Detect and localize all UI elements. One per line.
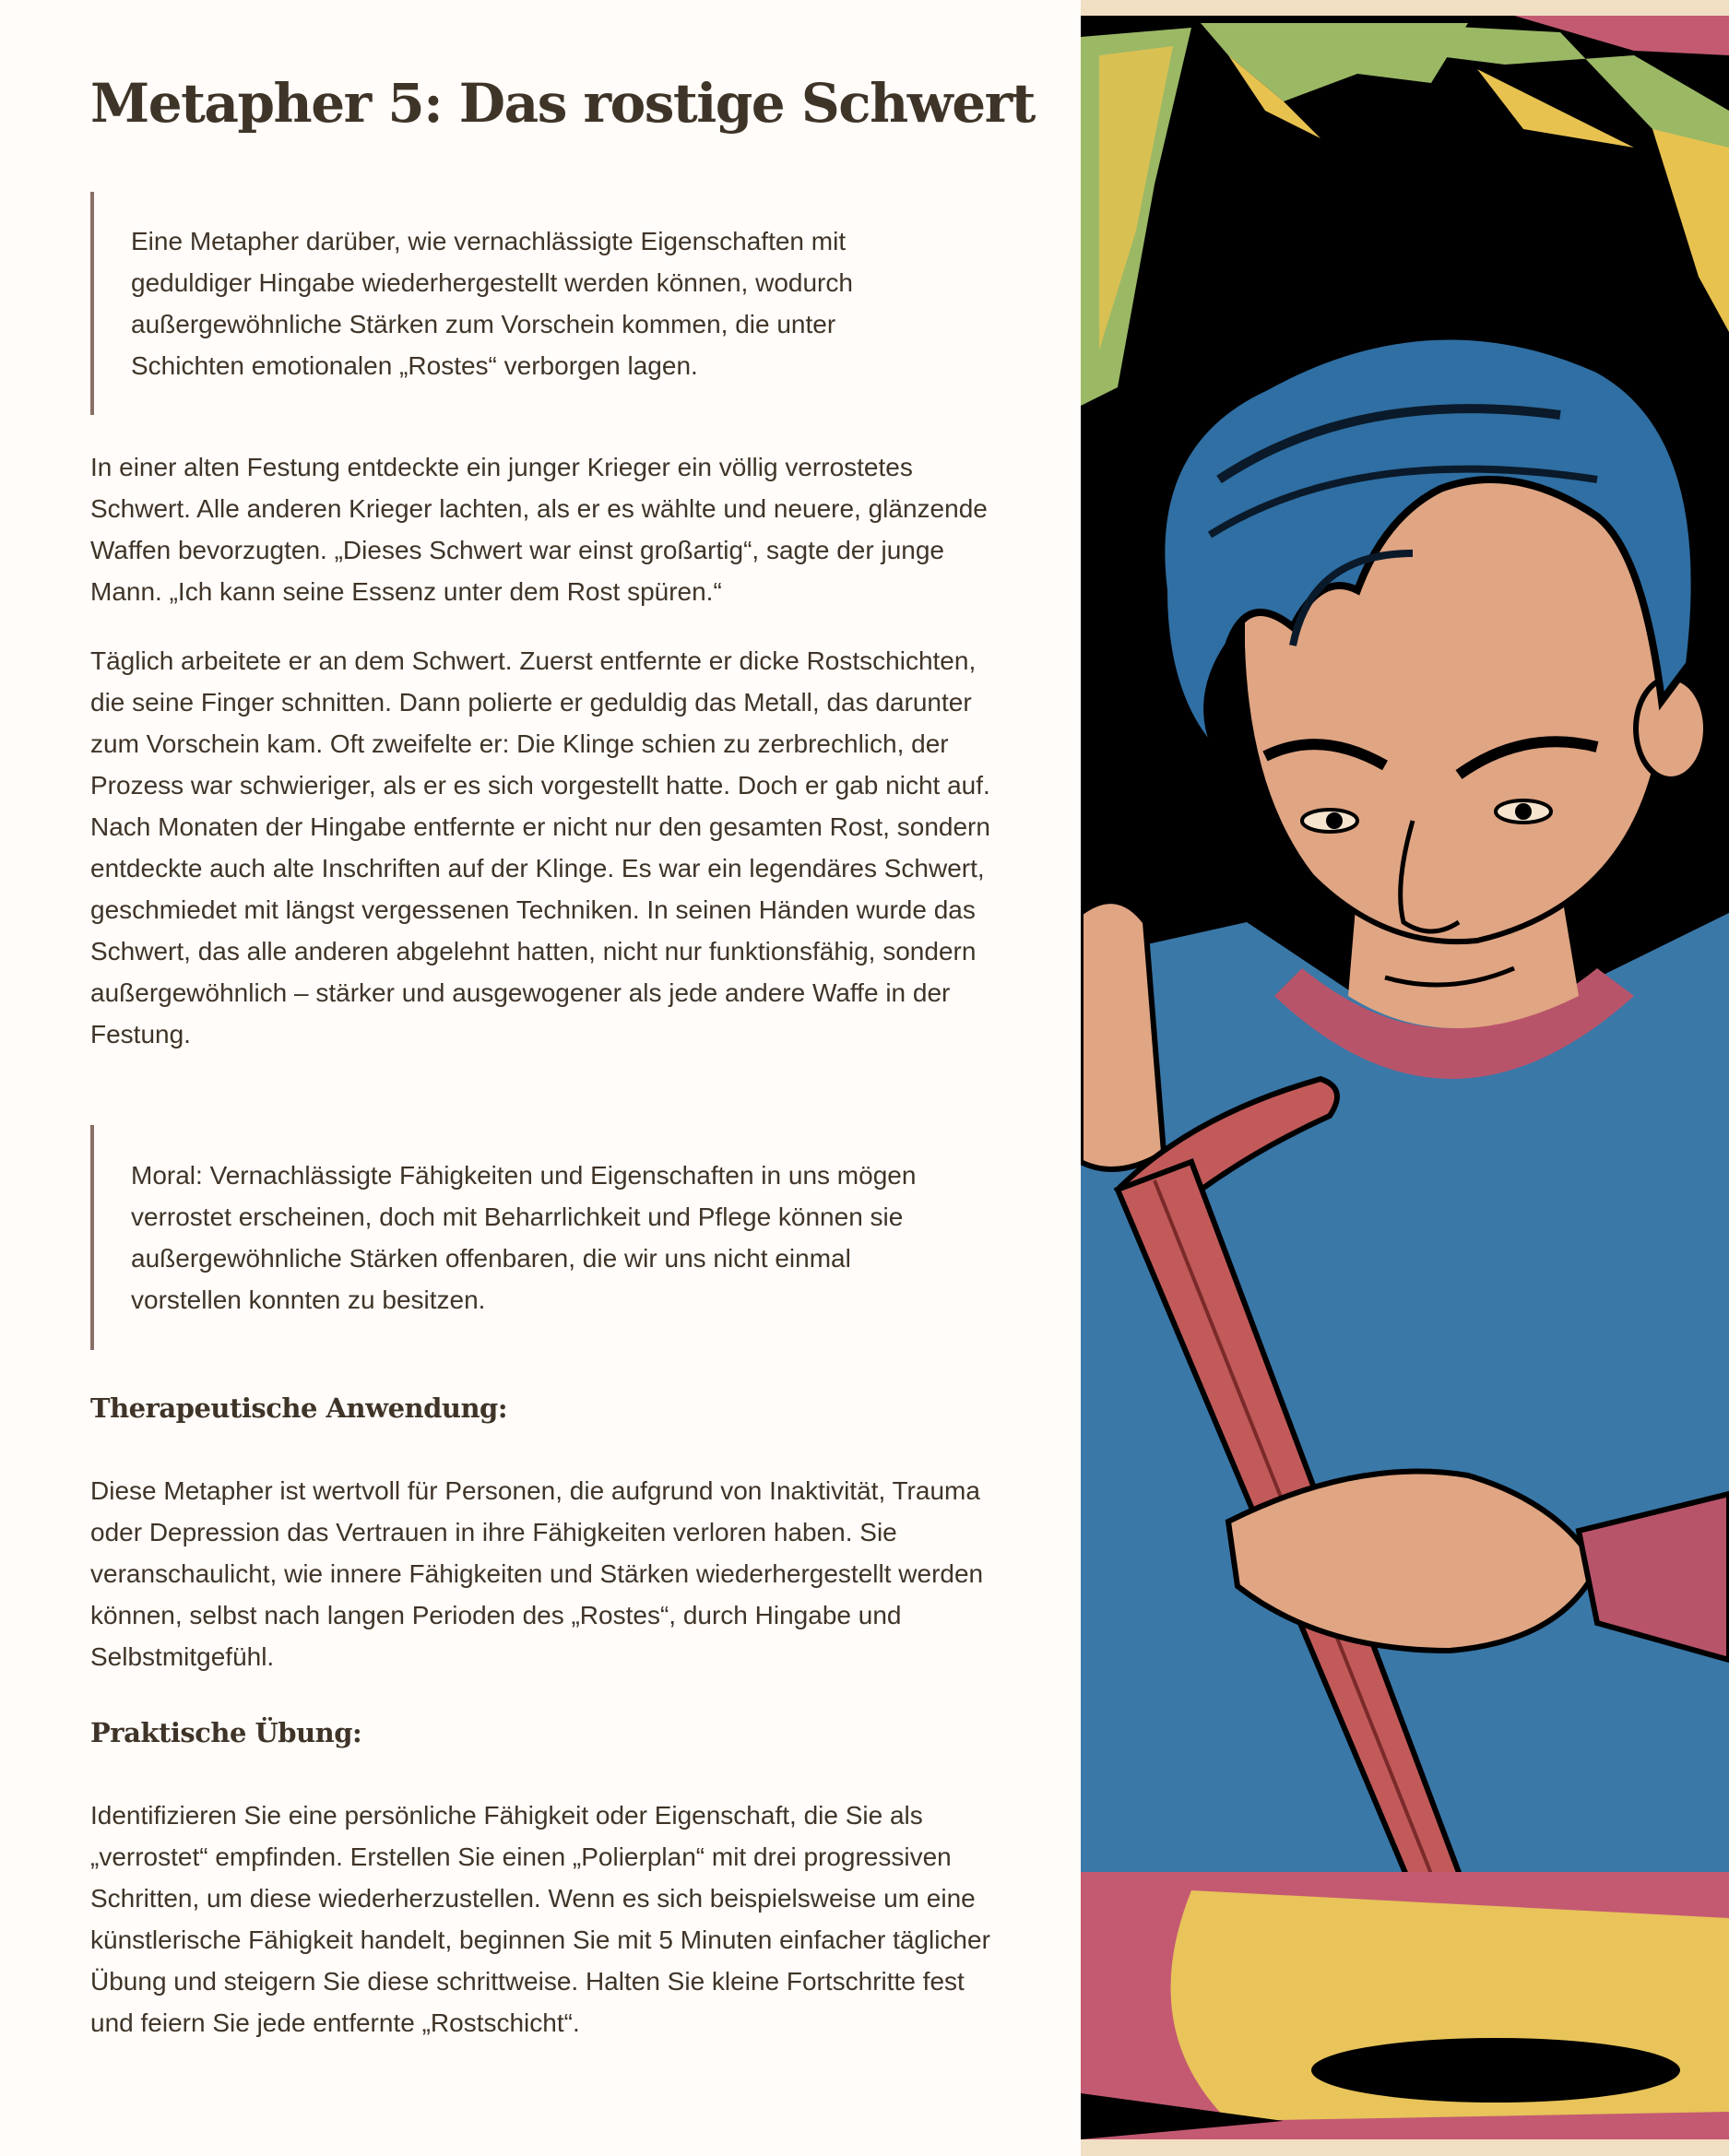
intro-quote-text: Eine Metapher darüber, wie vernachlässigte Eigenschaften mit geduldiger Hingabe wiederhergestellt werden können, wodurch außergewöhnliche Stärken zum Vorschein kommen, die unter Schichten emotionalen „Rostes“ verborgen lagen. <box>131 227 853 380</box>
warrior-sword-illustration-icon <box>1081 0 1729 2156</box>
moral-quote-text: Moral: Vernachlässigte Fähigkeiten und Eigenschaften in uns mögen verrostet erscheinen, doch mit Beharrlichkeit und Pflege können sie außergewöhnliche Stärken offenbaren, die wir uns nicht einmal vorstellen konnten zu besitzen. <box>131 1161 917 1314</box>
moral-quote <box>90 1125 948 1350</box>
section-heading-therapeutic-application: Therapeutische Anwendung: <box>90 1392 508 1424</box>
intro-quote <box>90 192 948 415</box>
page-title: Metapher 5: Das rostige Schwert <box>90 72 1035 135</box>
warrior-illustration <box>1081 0 1729 2156</box>
story-paragraph-2: Täglich arbeitete er an dem Schwert. Zuerst entfernte er dicke Rostschichten, die seine Finger schnitten. Dann polierte er geduldig das Metall, das darunter zum Vorschein kam. Oft zweifelte er: Die Klinge schien zu zerbrechlich, der Prozess war schwieriger, als er es sich vorgestellt hatte. Doch er gab nicht auf. Nach Monaten der Hingabe entfernte er nicht nur den gesamten Rost, sondern entdeckte auch alte Inschriften auf der Klinge. Es war ein legendäres Schwert, geschmiedet mit längst vergessenen Techniken. In seinen Händen wurde das Schwert, das alle anderen abgelehnt hatten, nicht nur funktionsfähig, sondern außergewöhnlich – stärker und ausgewogener als jede andere Waffe in der Festung. <box>90 646 990 1048</box>
story-paragraph-1: In einer alten Festung entdeckte ein junger Krieger ein völlig verrostetes Schwert. Alle anderen Krieger lachten, als er es wählte und neuere, glänzende Waffen bevorzugten. „Dieses Schwert war einst großartig“, sagte der junge Mann. „Ich kann seine Essenz unter dem Rost spüren.“ <box>90 453 988 606</box>
therapeutic-application-text: Diese Metapher ist wertvoll für Personen, die aufgrund von Inaktivität, Trauma oder Depression das Vertrauen in ihre Fähigkeiten verloren haben. Sie veranschaulicht, wie innere Fähigkeiten und Stärken wiederhergestellt werden können, selbst nach langen Perioden des „Rostes“, durch Hingabe und Selbstmitgefühl. <box>90 1476 984 1671</box>
section-heading-practical-exercise: Praktische Übung: <box>90 1717 362 1748</box>
practical-exercise-text: Identifizieren Sie eine persönliche Fähigkeit oder Eigenschaft, die Sie als „verrostet“ empfinden. Erstellen Sie einen „Polierplan“ mit drei progressiven Schritten, um diese wiederherzustellen. Wenn es sich beispielsweise um eine künstlerische Fähigkeit handelt, beginnen Sie mit 5 Minuten einfacher täglicher Übung und steigern Sie diese schrittweise. Halten Sie kleine Fortschritte fest und feiern Sie jede entfernte „Rostschicht“. <box>90 1801 990 2037</box>
